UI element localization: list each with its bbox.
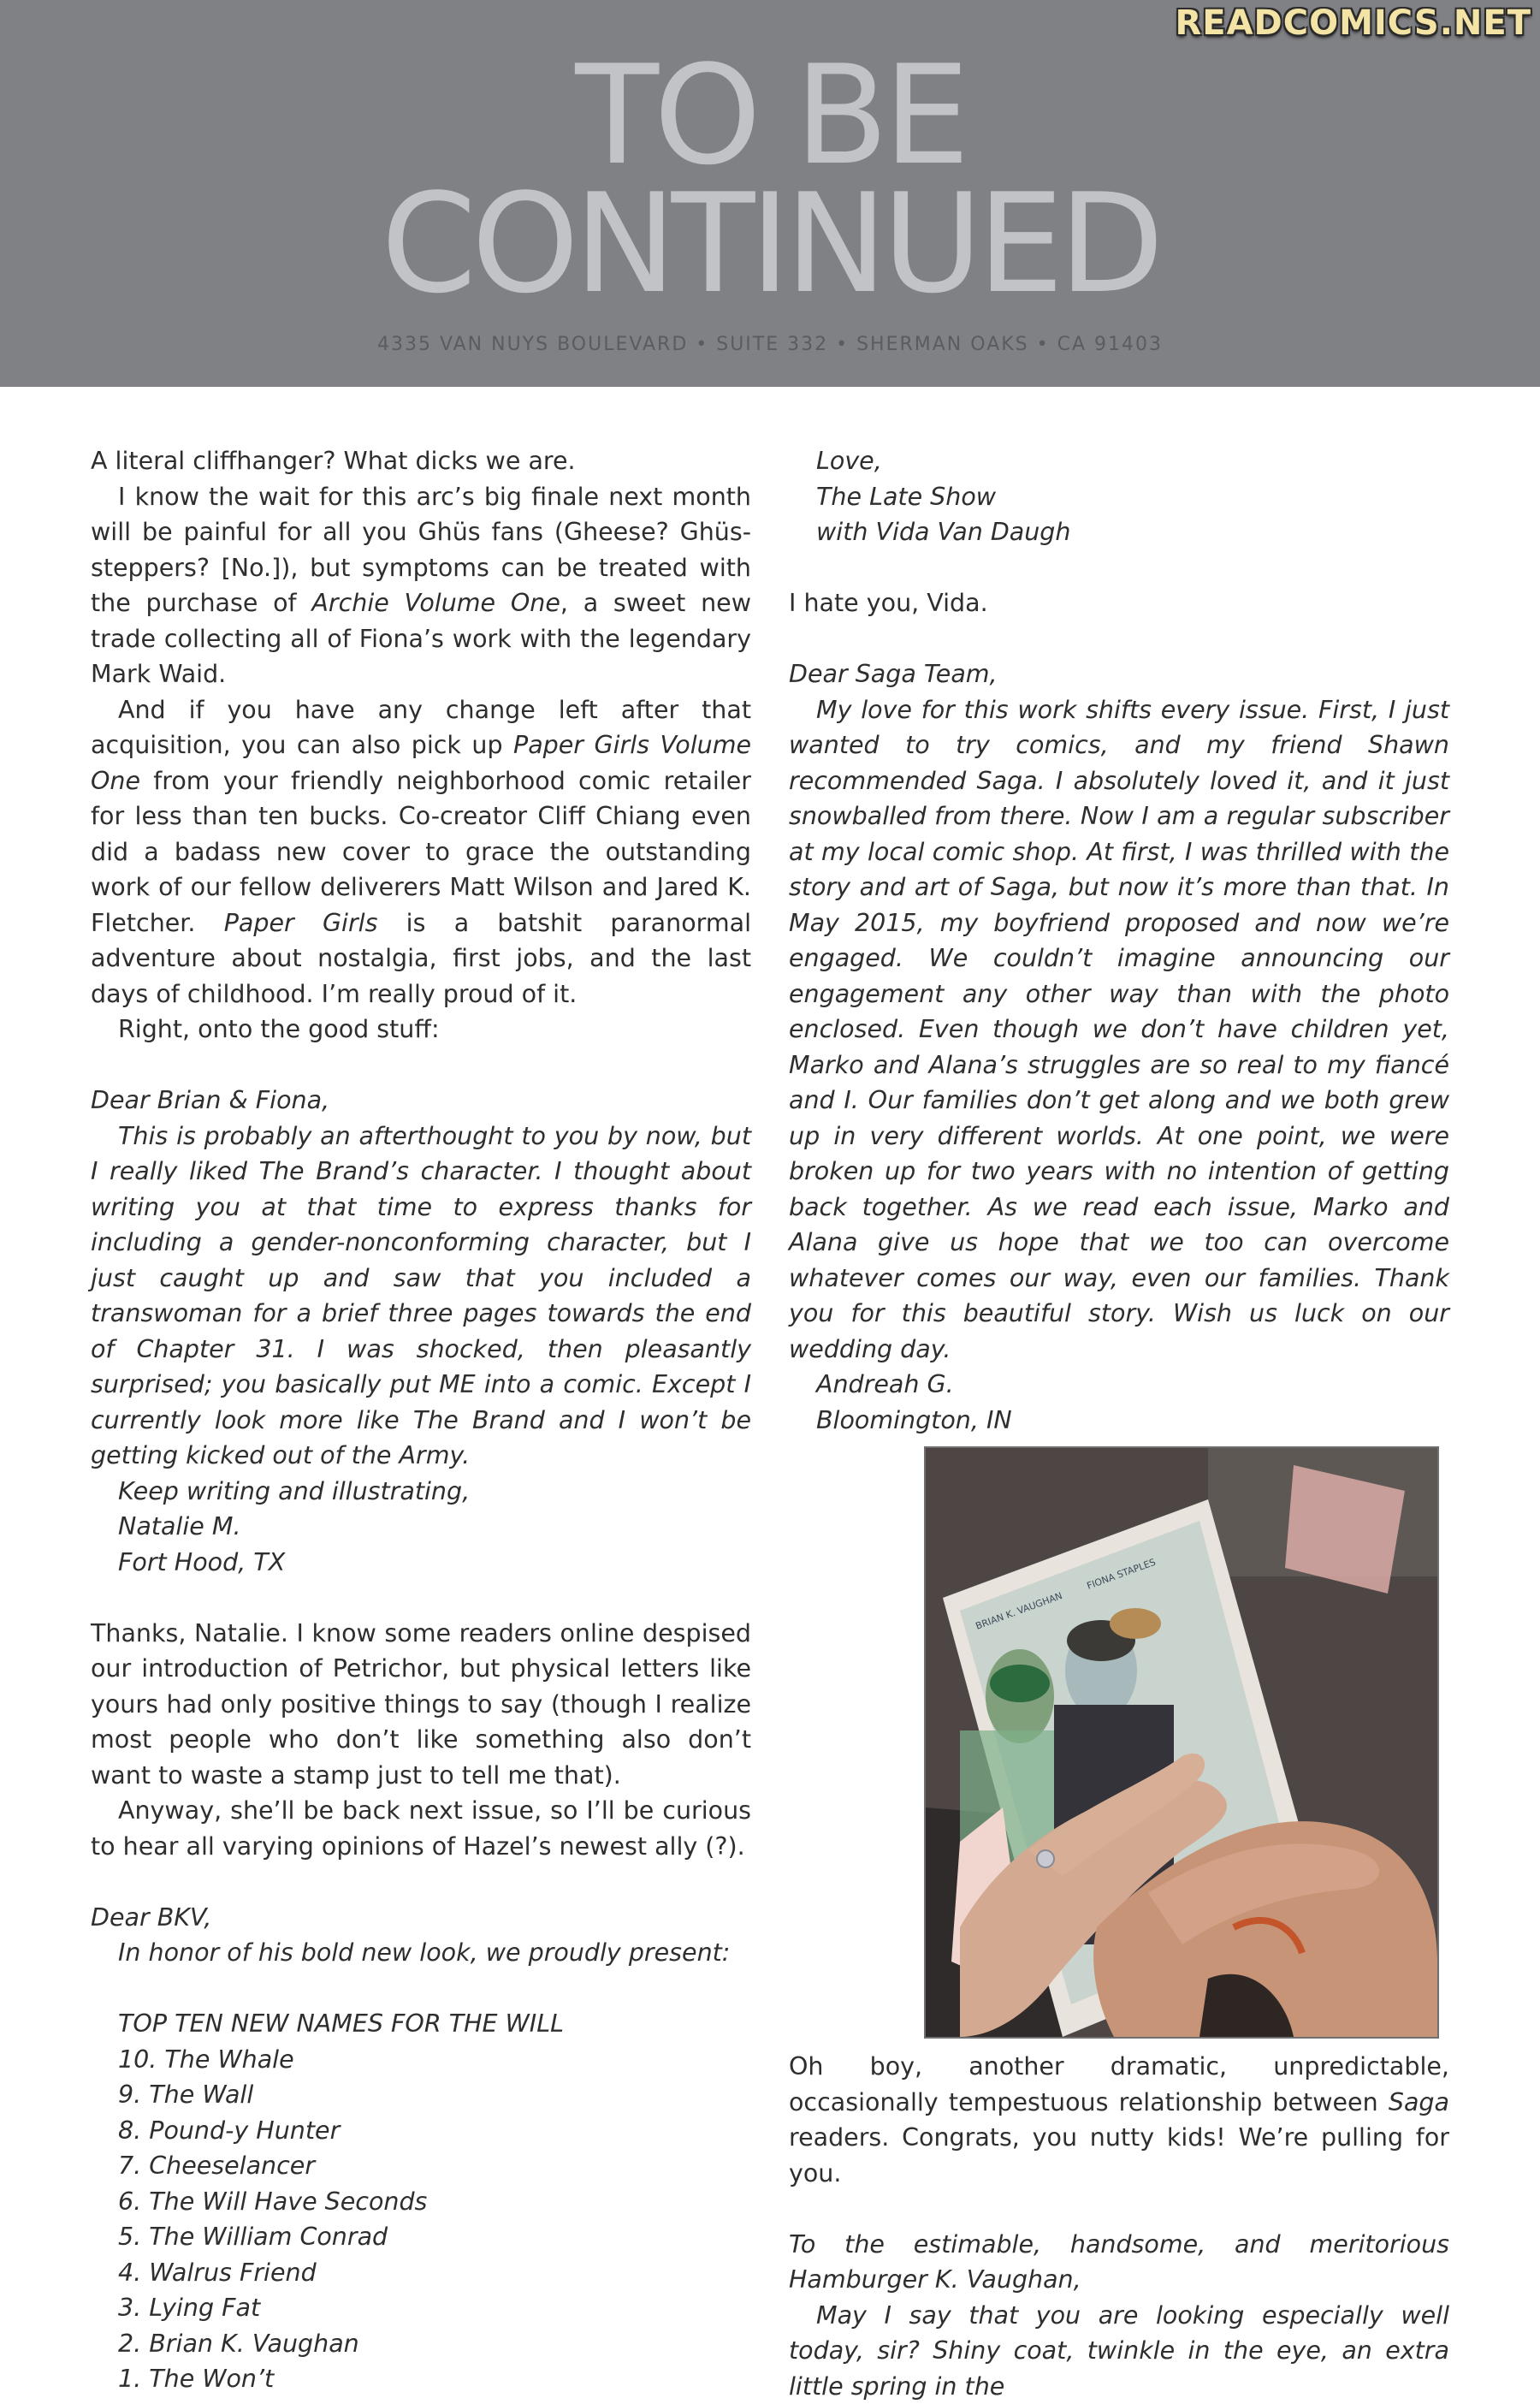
archie-paragraph: I know the wait for this arc’s big finale next month will be painful for all you Ghüs fans (Gheese? Ghüs-steppers? [No.]), but symptoms can be treated with the purchase of Archie Volume One, a sweet new trade collecting all of Fiona’s work with the legendary Mark Waid. xyxy=(91,479,751,692)
intro-paragraph: A literal cliffhanger? What dicks we are. xyxy=(91,443,751,479)
book-author-text: BRIAN K. VAUGHAN xyxy=(974,1590,1064,1632)
paper-girls-paragraph: And if you have any change left after that acquisition, you can also pick up Paper Girls Volume One from your friendly neighborhood comic retailer for less than ten bucks. Co-creator Cliff Chiang even did a badass new cover to grace the outstanding work of our fellow deliverers Matt Wilson and Jared K. Fletcher. Paper Girls is a batshit paranormal adventure about nostalgia, first jobs, and the last days of childhood. I’m really proud of it. xyxy=(91,692,751,1012)
list-item: 10. The Whale xyxy=(91,2042,751,2078)
letter0-name: The Late Show xyxy=(789,479,1449,515)
letter0-name-2: with Vida Van Daugh xyxy=(789,514,1449,550)
letter4-greeting: To the estimable, handsome, and meritorious Hamburger K. Vaughan, xyxy=(789,2227,1449,2298)
reply3-paragraph: Oh boy, another dramatic, unpredictable, occasionally tempestuous relationship between Saga readers. Congrats, you nutty kids! We’re pulling for you. xyxy=(789,2049,1449,2191)
mailing-address: 4335 VAN NUYS BOULEVARD • SUITE 332 • SHERMAN OAKS • CA 91403 xyxy=(0,334,1540,355)
list-item: 6. The Will Have Seconds xyxy=(91,2184,751,2220)
letter3-greeting: Dear Saga Team, xyxy=(789,656,1449,692)
letter2-greeting: Dear BKV, xyxy=(91,1900,751,1936)
letter1-name: Natalie M. xyxy=(91,1509,751,1545)
letter3-name: Andreah G. xyxy=(789,1367,1449,1403)
left-column xyxy=(91,443,751,2397)
letter1-location: Fort Hood, TX xyxy=(91,1545,751,1581)
book-artist-text: FIONA STAPLES xyxy=(1086,1557,1158,1592)
list-item: 7. Cheeselancer xyxy=(91,2148,751,2184)
list-item: 4. Walrus Friend xyxy=(91,2255,751,2291)
list-item: 5. The William Conrad xyxy=(91,2219,751,2255)
letter4-body: May I say that you are looking especially well today, sir? Shiny coat, twinkle in the eye, an extra little spring in the xyxy=(789,2298,1449,2404)
list-title: TOP TEN NEW NAMES FOR THE WILL xyxy=(91,2006,751,2042)
reply1-followup: Anyway, she’ll be back next issue, so I’ll be curious to hear all varying opinions of Hazel’s newest ally (?). xyxy=(91,1793,751,1864)
letter1-body: This is probably an afterthought to you by now, but I really liked The Brand’s character. I thought about writing you at that time to express thanks for including a gender-nonconforming character, but I just caught up and saw that you included a transwoman for a brief three pages towards the end of Chapter 31. I was shocked, then pleasantly surprised; you basically put ME into a comic. Except I currently look more like The Brand and I won’t be getting kicked out of the Army. xyxy=(91,1119,751,1474)
letter1-greeting: Dear Brian & Fiona, xyxy=(91,1083,751,1119)
letter0-signoff: Love, xyxy=(789,443,1449,479)
letter3-body: My love for this work shifts every issue. First, I just wanted to try comics, and my friend Shawn recommended Saga. I absolutely loved it, and it just snowballed from there. Now I am a regular subscriber at my local comic shop. At first, I was thrilled with the story and art of Saga, but now it’s more than that. In May 2015, my boyfriend proposed and now we’re engaged. We couldn’t imagine announcing our engagement any other way than with the photo enclosed. Even though we don’t have children yet, Marko and Alana’s struggles are so real to my fiancé and I. Our families don’t get along and we both grew up in very different worlds. At one point, we were broken up for two years with no intention of getting back together. As we read each issue, Marko and Alana give us hope that we too can overcome whatever comes our way, even our families. Thank you for this beautiful story. Wish us luck on our wedding day. xyxy=(789,692,1449,1368)
letter2-intro: In honor of his bold new look, we proudly present: xyxy=(91,1935,751,1971)
watermark-logo: READCOMICS.NET xyxy=(1175,3,1531,43)
list-item: 9. The Wall xyxy=(91,2077,751,2113)
right-column xyxy=(789,443,1449,2404)
list-item: 8. Pound-y Hunter xyxy=(91,2113,751,2149)
list-item: 1. The Won’t xyxy=(91,2361,751,2397)
reply1-paragraph: Thanks, Natalie. I know some readers online despised our introduction of Petrichor, but physical letters like yours had only positive things to say (though I realize most people who don’t like something also don’t want to waste a stamp just to tell me that). xyxy=(91,1616,751,1794)
reply0-line: I hate you, Vida. xyxy=(789,585,1449,621)
header-banner xyxy=(0,0,1540,387)
list-item: 3. Lying Fat xyxy=(91,2290,751,2326)
title-line-1: TO BE xyxy=(0,47,1540,184)
letter1-signoff: Keep writing and illustrating, xyxy=(91,1474,751,1510)
transition-line: Right, onto the good stuff: xyxy=(91,1012,751,1048)
letter3-location: Bloomington, IN xyxy=(789,1403,1449,1439)
list-item: 2. Brian K. Vaughan xyxy=(91,2326,751,2362)
title-line-2: CONTINUED xyxy=(0,175,1540,312)
engagement-photo xyxy=(924,1446,1439,2039)
